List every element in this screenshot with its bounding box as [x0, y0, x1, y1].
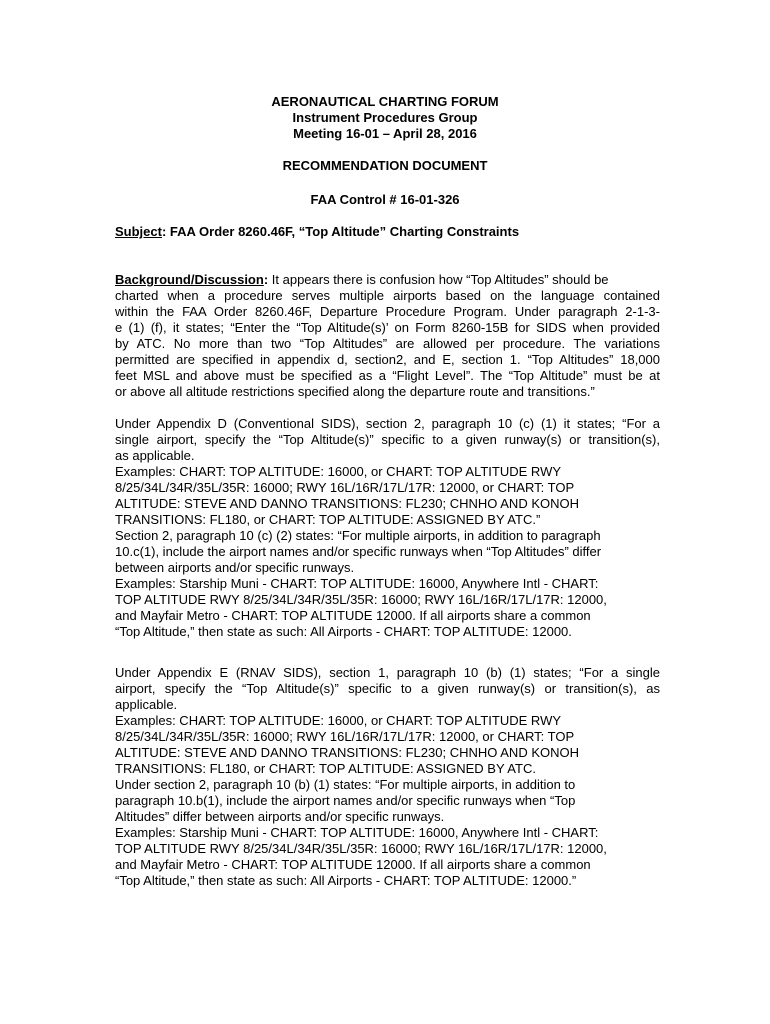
paragraph-line: as applicable. — [115, 448, 195, 463]
subject-label: Subject — [115, 224, 162, 239]
paragraph-line: TRANSITIONS: FL180, or CHART: TOP ALTITUDE: ASSIGNED BY ATC. — [115, 761, 536, 776]
paragraph-line: Examples: Starship Muni - CHART: TOP ALTITUDE: 16000, Anywhere Intl - CHART: — [115, 825, 599, 840]
paragraph-line: 8/25/34L/34R/35L/35R: 16000; RWY 16L/16R/17L/17R: 12000, or CHART: TOP — [115, 729, 575, 744]
paragraph-line: Section 2, paragraph 10 (c) (2) states: “For multiple airports, in addition to paragraph — [115, 528, 601, 543]
subject-text: FAA Order 8260.46F, “Top Altitude” Charting Constraints — [166, 224, 520, 239]
paragraph-line: “Top Altitude,” then state as such: All Airports - CHART: TOP ALTITUDE: 12000. — [115, 624, 572, 639]
paragraph-line: Altitudes” differ between airports and/or specific runways. — [115, 809, 445, 824]
paragraph-line: 8/25/34L/34R/35L/35R: 16000; RWY 16L/16R/17L/17R: 12000, or CHART: TOP — [115, 480, 575, 495]
paragraph-line: Examples: CHART: TOP ALTITUDE: 16000, or CHART: TOP ALTITUDE RWY — [115, 464, 562, 479]
background-label: Background/Discussion — [115, 272, 264, 287]
control-number: FAA Control # 16-01-326 — [310, 192, 460, 207]
paragraph-line: TOP ALTITUDE RWY 8/25/34L/34R/35L/35R: 16000; RWY 16L/16R/17L/17R: 12000, — [115, 592, 607, 607]
paragraph-line: ALTITUDE: STEVE AND DANNO TRANSITIONS: FL230; CHNHO AND KONOH — [115, 745, 579, 760]
paragraph-line: Examples: CHART: TOP ALTITUDE: 16000, or CHART: TOP ALTITUDE RWY — [115, 713, 562, 728]
appendix-e-paragraph — [115, 665, 660, 889]
paragraph-line: TRANSITIONS: FL180, or CHART: TOP ALTITUDE: ASSIGNED BY ATC.” — [115, 512, 541, 527]
paragraph-line: Background/Discussion: It appears there is confusion how “Top Altitudes” should be — [115, 272, 609, 287]
paragraph-line: e (1) (f), it states; “Enter the “Top Altitude(s)’ on Form 8260-15B for SIDS when provided — [115, 320, 660, 335]
subject-line — [115, 224, 519, 240]
paragraph-line: by ATC. No more than two “Top Altitudes” are allowed per procedure. The variations — [115, 336, 660, 351]
paragraph-line: airport, specify the “Top Altitude(s)” specific to a given runway(s) or transition(s), as — [115, 681, 660, 696]
forum-title: AERONAUTICAL CHARTING FORUM — [271, 94, 499, 109]
appendix-d-paragraph — [115, 416, 660, 640]
paragraph-line: ALTITUDE: STEVE AND DANNO TRANSITIONS: FL230; CHNHO AND KONOH — [115, 496, 579, 511]
paragraph-line: feet MSL and above must be specified as a “Flight Level”. The “Top Altitude” must be at — [115, 368, 660, 383]
document-type: RECOMMENDATION DOCUMENT — [282, 158, 488, 173]
paragraph-line: and Mayfair Metro - CHART: TOP ALTITUDE 12000. If all airports share a common — [115, 608, 591, 623]
paragraph-line: Under section 2, paragraph 10 (b) (1) states: “For multiple airports, in addition to — [115, 777, 576, 792]
paragraph-line: permitted are specified in appendix d, section2, and E, section 1. “Top Altitudes” 18,000 — [115, 352, 660, 367]
group-title: Instrument Procedures Group — [292, 110, 478, 125]
paragraph-line: charted when a procedure serves multiple airports based on the language contained — [115, 288, 660, 303]
paragraph-line: single airport, specify the “Top Altitude(s)” specific to a given runway(s) or transition(s), — [115, 432, 660, 447]
background-paragraph — [115, 272, 660, 400]
paragraph-line: paragraph 10.b(1), include the airport names and/or specific runways when “Top — [115, 793, 576, 808]
paragraph-line: TOP ALTITUDE RWY 8/25/34L/34R/35L/35R: 16000; RWY 16L/16R/17L/17R: 12000, — [115, 841, 607, 856]
paragraph-line: and Mayfair Metro - CHART: TOP ALTITUDE 12000. If all airports share a common — [115, 857, 591, 872]
paragraph-line: applicable. — [115, 697, 178, 712]
background-colon: : — [263, 272, 269, 287]
paragraph-line: or above all altitude restrictions specified along the departure route and transitions.” — [115, 384, 595, 399]
paragraph-line: Examples: Starship Muni - CHART: TOP ALTITUDE: 16000, Anywhere Intl - CHART: — [115, 576, 599, 591]
meeting-line: Meeting 16-01 – April 28, 2016 — [293, 126, 477, 141]
subject-colon: : — [161, 224, 167, 239]
paragraph-line: within the FAA Order 8260.46F, Departure Procedure Program. Under paragraph 2-1-3- — [115, 304, 660, 319]
paragraph-line: Under Appendix E (RNAV SIDS), section 1, paragraph 10 (b) (1) states; “For a single — [115, 665, 660, 680]
paragraph-line: 10.c(1), include the airport names and/or specific runways when “Top Altitudes” differ — [115, 544, 602, 559]
paragraph-line: between airports and/or specific runways. — [115, 560, 355, 575]
paragraph-line: “Top Altitude,” then state as such: All Airports - CHART: TOP ALTITUDE: 12000.” — [115, 873, 577, 888]
paragraph-line: Under Appendix D (Conventional SIDS), section 2, paragraph 10 (c) (1) it states; “For a — [115, 416, 660, 431]
document-header — [115, 94, 655, 142]
